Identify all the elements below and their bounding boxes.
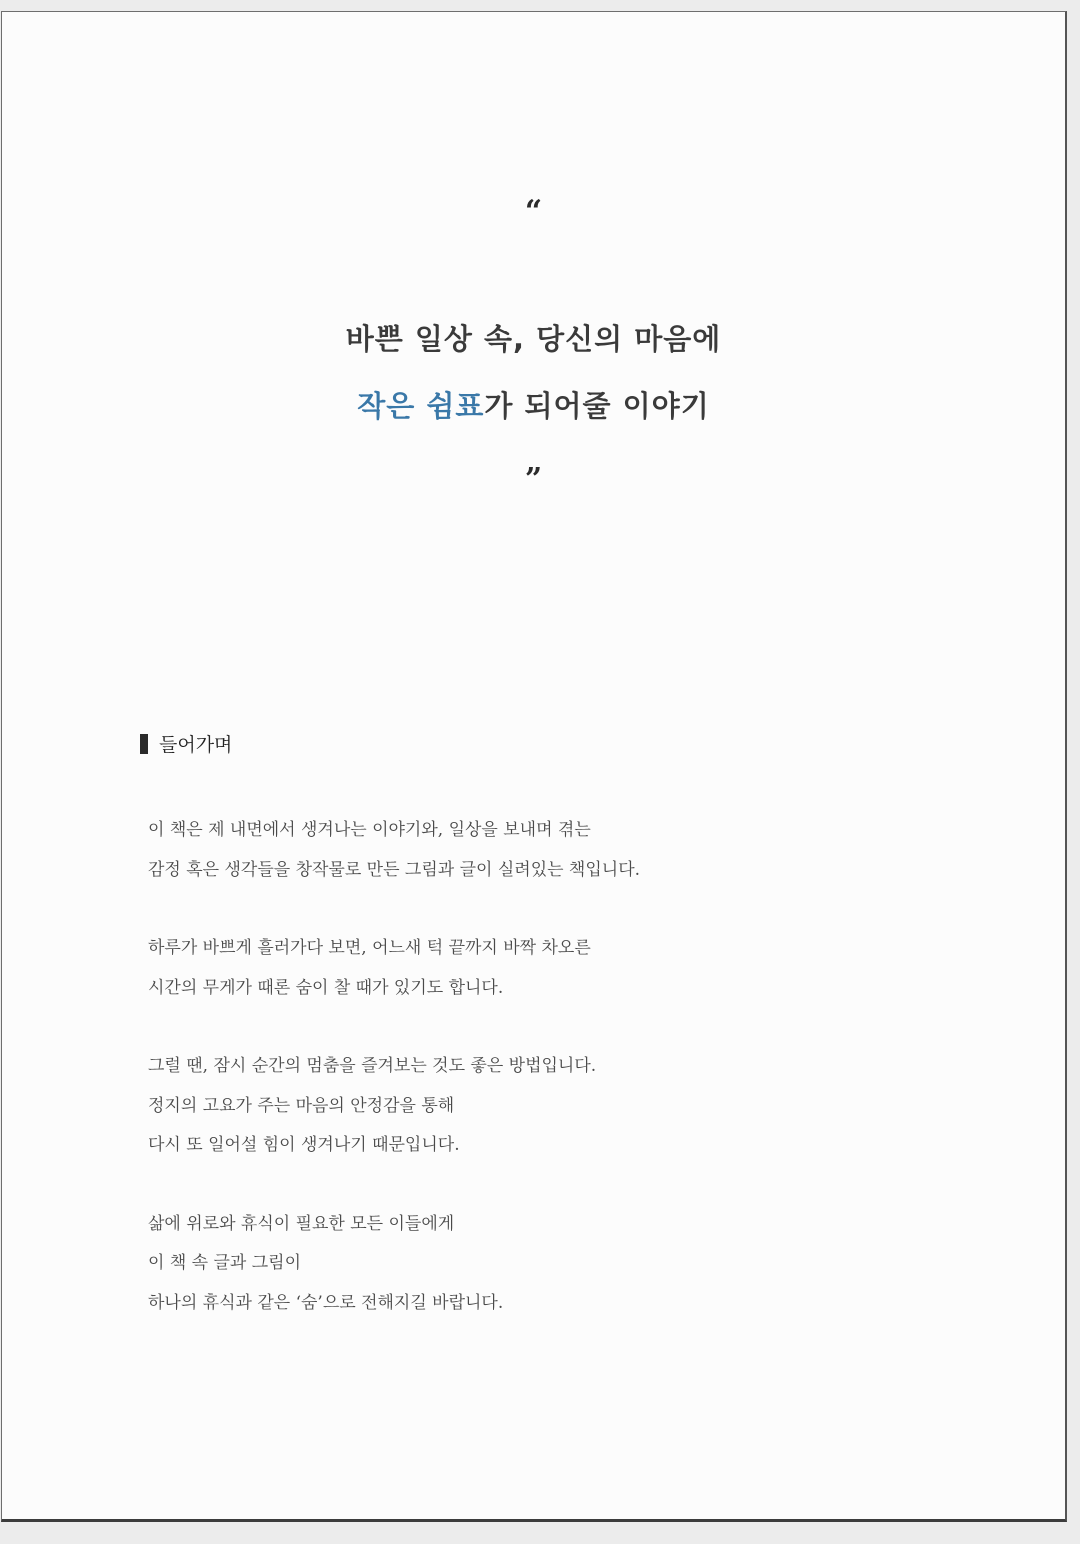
open-quote-mark: “ xyxy=(524,194,543,229)
text-line: 하루가 바쁘게 흘러가다 보면, 어느새 턱 끝까지 바짝 차오른 xyxy=(148,938,591,958)
text-line: 하나의 휴식과 같은 ‘숨’으로 전해지길 바랍니다. xyxy=(148,1292,504,1313)
section-heading xyxy=(140,730,232,757)
paragraph xyxy=(148,930,848,1009)
text-line: 시간의 무게가 때론 숨이 찰 때가 있기도 합니다. xyxy=(148,977,504,998)
text-line: 감정 혹은 생각들을 창작물로 만든 그림과 글이 실려있는 책입니다. xyxy=(148,859,641,880)
text-line: 다시 또 일어설 힘이 생겨나기 때문입니다. xyxy=(148,1135,460,1155)
close-quote-mark: ” xyxy=(524,462,543,497)
intro-body xyxy=(148,812,848,1363)
section-bar-marker xyxy=(140,734,148,754)
paragraph xyxy=(148,1206,848,1325)
section-title-text: 들어가며 xyxy=(159,734,233,756)
headline-line-1: 바쁜 일상 속, 당신의 마음에 xyxy=(345,322,722,356)
text-line: 이 책은 제 내면에서 생겨나는 이야기와, 일상을 보내며 겪는 xyxy=(148,820,591,840)
headline-rest-text: 가 되어줄 이야기 xyxy=(484,389,710,423)
text-line: 이 책 속 글과 그림이 xyxy=(148,1253,301,1273)
paragraph xyxy=(148,812,848,891)
text-line: 삶에 위로와 휴식이 필요한 모든 이들에게 xyxy=(148,1213,455,1234)
headline-accent-text: 작은 쉼표 xyxy=(357,389,485,423)
headline-line-2 xyxy=(2,384,1065,425)
text-line: 정지의 고요가 주는 마음의 안정감을 통해 xyxy=(148,1095,455,1116)
text-line: 그럴 땐, 잠시 순간의 멈춤을 즐겨보는 것도 좋은 방법입니다. xyxy=(148,1056,597,1076)
paragraph xyxy=(148,1048,848,1167)
document-page xyxy=(1,11,1067,1522)
